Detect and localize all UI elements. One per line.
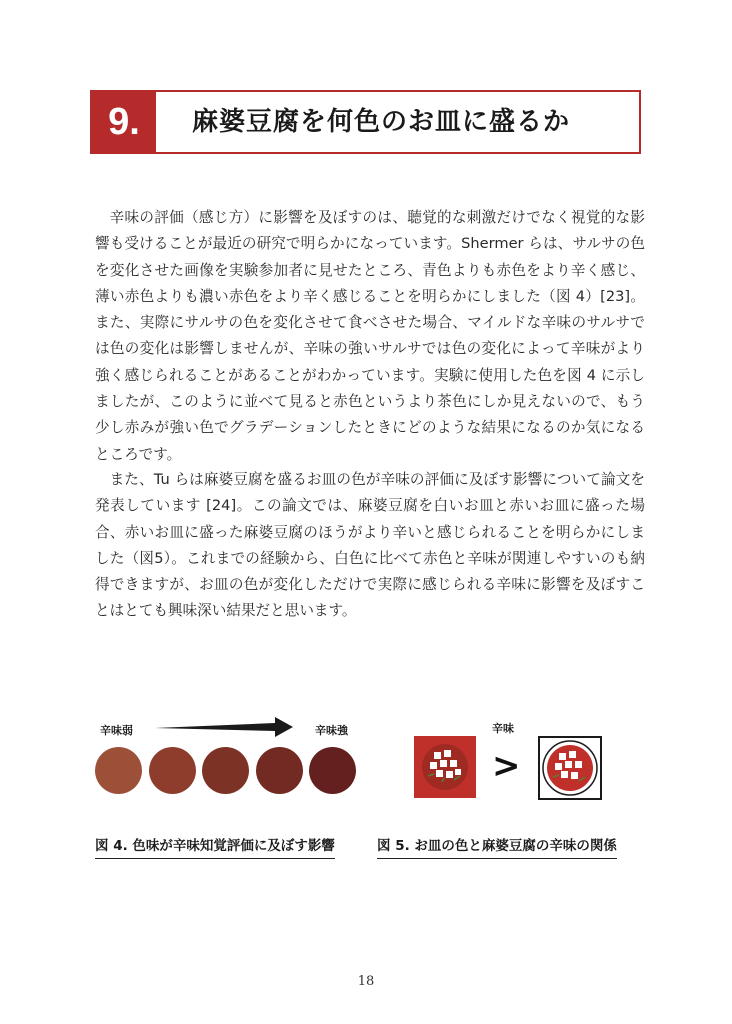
gradient-arrow-icon <box>155 716 295 738</box>
label-spicy: 辛味 <box>492 722 514 735</box>
figure-5-caption: 図 5. お皿の色と麻婆豆腐の辛味の関係 <box>377 834 617 859</box>
greater-than-sign: > <box>492 746 521 786</box>
page-number: 18 <box>357 974 375 989</box>
label-strong: 辛味強 <box>315 724 348 737</box>
body-paragraph-2: また、Tu らは麻婆豆腐を盛るお皿の色が辛味の評価に及ぼす影響について論文を発表しています [24]。この論文では、麻婆豆腐を白いお皿と赤いお皿に盛った場合、赤いお皿に盛った麻婆豆腐のほうがより辛いと感じられることを明らかにしました（図5）。これまでの経験から、白色に比べて赤色と辛味が関連しやすいのも納得できますが、お皿の色が変化しただけで実際に感じられる辛味に影響を及ぼすことはとても興味深い結果だと思います。 <box>95 471 645 620</box>
body-paragraph-1: 辛味の評価（感じ方）に影響を及ぼすのは、聴覚的な刺激だけでなく視覚的な影響も受けることが最近の研究で明らかになっています。Shermer らは、サルサの色を変化させた画像を実験参加者に見せたところ、青色よりも赤色をより辛く感じ、薄い赤色よりも濃い赤色をより辛く感じることを明らかにしました（図 4）[23]。また、実際にサルサの色を変化させて食べさせた場合、マイルドな辛味のサルサでは色の変化は影響しませんが、辛味の強いサルサでは色の変化によって辛味がより強く感じられることがあることがわかっています。実験に使用した色を図 4 に示しましたが、このように並べて見ると赤色というより茶色にしか見えないので、もう少し赤みが強い色でグラデーションしたときにどのような結果になるのか気になるところです。 <box>95 209 645 463</box>
color-swatch <box>256 747 303 794</box>
section-title: 麻婆豆腐を何色のお皿に盛るか <box>192 107 571 137</box>
color-swatch <box>309 747 356 794</box>
color-swatch <box>202 747 249 794</box>
figure-4-caption: 図 4. 色味が辛味知覚評価に及ぼす影響 <box>95 834 335 859</box>
section-header <box>90 90 641 154</box>
color-swatch <box>149 747 196 794</box>
red-plate-icon <box>414 736 476 798</box>
section-number: 9. <box>92 92 156 152</box>
white-plate-icon <box>538 736 602 800</box>
color-swatch <box>95 747 142 794</box>
label-weak: 辛味弱 <box>100 724 133 737</box>
